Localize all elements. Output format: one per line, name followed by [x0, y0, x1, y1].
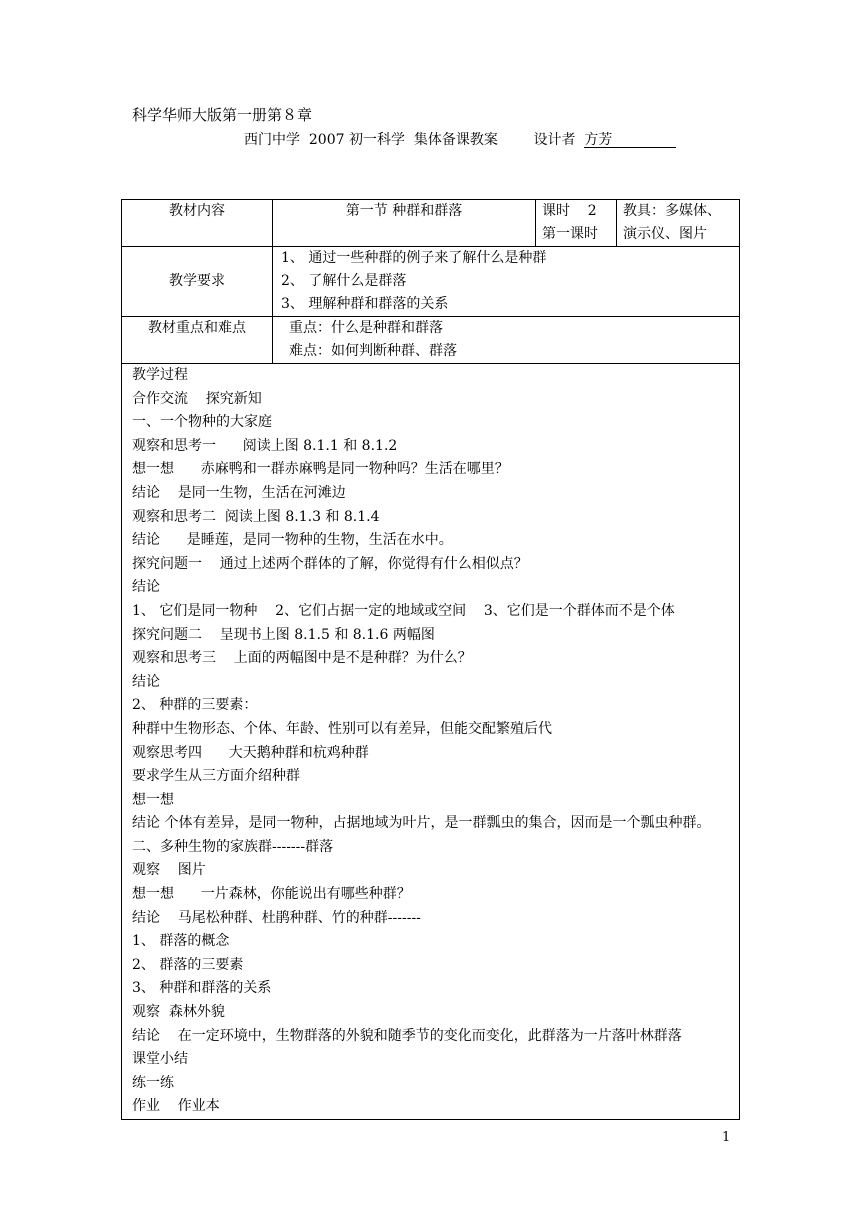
process-line: 合作交流 探究新知 [132, 390, 262, 407]
process-line: 结论 是同一生物，生活在河滩边 [132, 484, 346, 501]
section-title: 第一节 种群和群落 [273, 200, 536, 247]
process-line: 3、 种群和群落的关系 [132, 980, 272, 997]
requirements-cell [273, 247, 740, 317]
tools-line-1: 教具：多媒体、 [623, 203, 721, 219]
period-cell [536, 200, 617, 247]
process-line: 观察和思考二 阅读上图 8.1.3 和 8.1.4 [132, 508, 380, 525]
document-subtitle [244, 129, 676, 149]
period-session: 第一课时 [542, 226, 598, 242]
process-line: 探究问题二 呈现书上图 8.1.5 和 8.1.6 两幅图 [132, 626, 435, 643]
process-line: 观察思考四 大天鹅种群和杭鸡种群 [132, 744, 369, 761]
process-line: 想一想 [132, 791, 174, 808]
process-line: 练一练 [132, 1074, 174, 1091]
designer-name: 方芳 [584, 133, 676, 148]
process-line: 观察和思考一 阅读上图 8.1.1 和 8.1.2 [132, 437, 398, 454]
process-line: 想一想 一片森林，你能说出有哪些种群？ [132, 886, 411, 903]
process-line: 2、 群落的三要素 [132, 956, 244, 973]
process-line: 1、 它们是同一物种 2、它们占据一定的地域或空间 3、它们是一个群体而不是个体 [132, 602, 675, 619]
process-line: 二、多种生物的家族群-------群落 [132, 838, 334, 855]
page-number: 1 [722, 1130, 731, 1145]
tools-line-2: 演示仪、图片 [623, 226, 707, 242]
row-content [122, 200, 740, 247]
difficulty: 难点：如何判断种群、群落 [289, 343, 457, 359]
keypoints-cell [273, 317, 740, 364]
process-line: 观察 森林外貌 [132, 1004, 225, 1021]
period-hours: 课时 2 [542, 203, 597, 219]
row-requirements [122, 247, 740, 317]
process-line: 结论 是睡莲，是同一物种的生物，生活在水中。 [132, 532, 453, 549]
requirement-item: 3、 理解种群和群落的关系 [281, 296, 449, 312]
process-line: 想一想 赤麻鸭和一群赤麻鸭是同一物种吗？生活在哪里？ [132, 461, 509, 478]
process-line: 结论 [132, 673, 160, 690]
label-requirements: 教学要求 [122, 247, 273, 317]
process-line: 结论 [132, 579, 160, 596]
requirement-item: 1、 通过一些种群的例子来了解什么是种群 [281, 250, 547, 266]
process-line: 课堂小结 [132, 1051, 188, 1068]
teaching-process-cell [122, 364, 740, 1120]
row-keypoints [122, 317, 740, 364]
document-title: 科学华师大版第一册第８章 [132, 106, 313, 124]
label-content: 教材内容 [122, 200, 273, 247]
process-line: 教学过程 [132, 367, 188, 383]
process-line: 探究问题一 通过上述两个群体的了解，你觉得有什么相似点？ [132, 555, 528, 572]
process-line: 结论 在一定环境中，生物群落的外貌和随季节的变化而变化，此群落为一片落叶林群落 [132, 1027, 682, 1044]
tools-cell [617, 200, 740, 247]
process-line: 观察和思考三 上面的两幅图中是不是种群？为什么？ [132, 650, 472, 667]
process-line: 观察 图片 [132, 862, 206, 879]
subtitle-text: 西门中学 2007 初一科学 集体备课教案 设计者 [244, 132, 585, 148]
process-line: 作业 作业本 [132, 1098, 220, 1115]
process-line: 结论 马尾松种群、杜鹃种群、竹的种群------- [132, 909, 421, 926]
row-process [122, 364, 740, 1120]
lesson-plan-table [121, 199, 740, 1120]
process-line: 1、 群落的概念 [132, 933, 230, 950]
process-line: 2、 种群的三要素： [132, 697, 258, 714]
requirement-item: 2、 了解什么是群落 [281, 273, 407, 289]
label-keypoints: 教材重点和难点 [122, 317, 273, 364]
key-point: 重点：什么是种群和群落 [289, 320, 443, 336]
process-line: 结论 个体有差异，是同一物种，占据地域为叶片，是一群瓢虫的集合，因而是一个瓢虫种群。 [132, 815, 711, 832]
process-line: 要求学生从三方面介绍种群 [132, 768, 300, 785]
process-line: 种群中生物形态、个体、年龄、性别可以有差异，但能交配繁殖后代 [132, 720, 552, 737]
process-line: 一、一个物种的大家庭 [132, 414, 272, 431]
